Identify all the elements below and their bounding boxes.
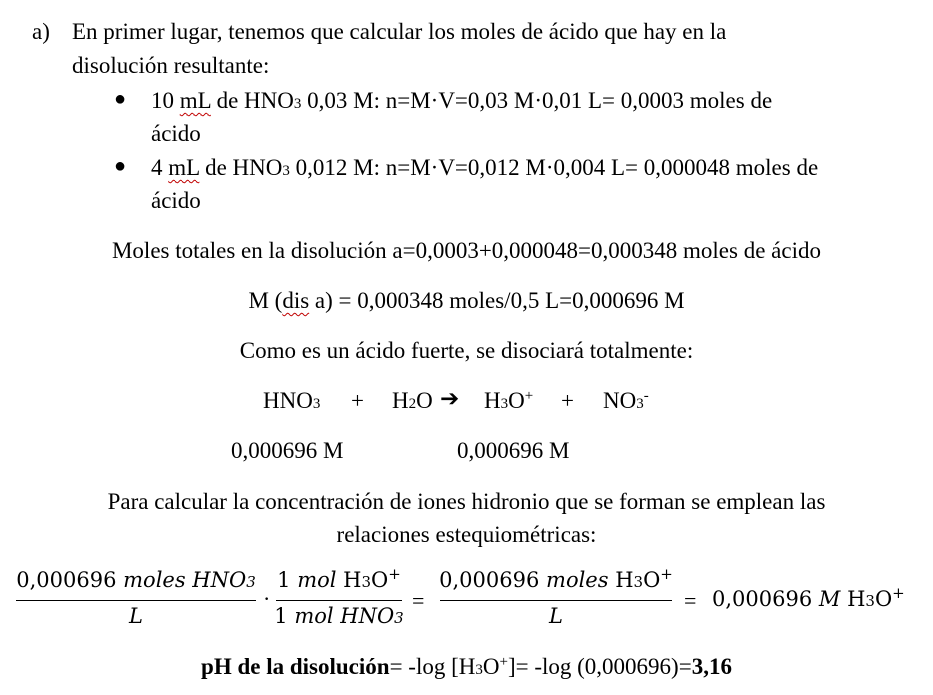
fraction-2-denominator: 1 mol HNO3 xyxy=(274,604,404,628)
equals-sign: = xyxy=(412,588,425,613)
fraction-3-denominator: L xyxy=(549,604,563,628)
fraction-2-numerator: 1 mol H3O+ xyxy=(277,565,401,592)
bullet-marker: ● xyxy=(114,155,127,177)
bullet-marker: ● xyxy=(114,88,127,110)
bullet-item-2: 4 mL de HNO3 0,012 M: n=M·V=0,012 M·0,004 L= 0,000048 moles de xyxy=(151,155,819,180)
equals-sign: = xyxy=(684,588,697,613)
bullet-item-1: 10 mL de HNO3 0,03 M: n=M·V=0,03 M·0,01 L= 0,0003 moles de xyxy=(151,88,773,113)
moles-totales: Moles totales en la disolución a=0,0003+0,000048=0,000348 moles de ácido xyxy=(111,238,821,263)
ph-value: 3,16 xyxy=(691,654,732,679)
concentration-right: 0,000696 M xyxy=(457,438,570,463)
reaction-product-h3o: H3O+ xyxy=(484,388,534,413)
bullet-item-2-cont: ácido xyxy=(151,188,201,213)
fraction-1-denominator: L xyxy=(129,604,143,628)
reaction-reactant-hno3: HNO3 xyxy=(263,388,321,413)
para-line2: relaciones estequiométricas: xyxy=(336,522,597,547)
molaridad-line: M (dis a) = 0,000348 moles/0,5 L=0,000696 M xyxy=(248,288,685,313)
ph-result-line: pH de la disolución= -log [H3O+]= -log (0,000696)=3,16 xyxy=(201,654,732,679)
reaction-plus: + xyxy=(561,388,574,413)
fraction-3-bar xyxy=(440,600,672,601)
spell-flag-ml: mL xyxy=(168,155,200,180)
equation-result: 0,000696 M H3O+ xyxy=(712,584,905,611)
reaction-plus: + xyxy=(351,388,364,413)
reaction-product-no3: NO3- xyxy=(603,388,649,413)
fraction-2-bar xyxy=(276,600,402,601)
para-line1: Para calcular la concentración de iones hidronio que se forman se emplean las xyxy=(107,489,826,514)
fraction-1-numerator: 0,000696 moles HNO3 xyxy=(16,568,256,592)
multiply-dot: · xyxy=(263,586,271,611)
fraction-1-bar xyxy=(16,600,256,601)
concentration-left: 0,000696 M xyxy=(231,438,344,463)
spell-flag-ml: mL xyxy=(179,88,211,113)
item-a-line1: En primer lugar, tenemos que calcular los moles de ácido que hay en la xyxy=(72,19,727,44)
item-a-line2: disolución resultante: xyxy=(72,53,270,78)
bullet-item-1-cont: ácido xyxy=(151,121,201,146)
ph-label: pH de la disolución xyxy=(201,654,390,679)
reaction-arrow-icon: ➔ xyxy=(440,386,460,412)
fraction-3-numerator: 0,000696 moles H3O+ xyxy=(439,565,673,592)
acido-fuerte-line: Como es un ácido fuerte, se disociará totalmente: xyxy=(239,338,694,363)
item-a-marker: a) xyxy=(32,19,50,44)
reaction-reactant-h2o: H2O xyxy=(392,388,433,413)
spell-flag-dis: dis xyxy=(282,288,310,313)
